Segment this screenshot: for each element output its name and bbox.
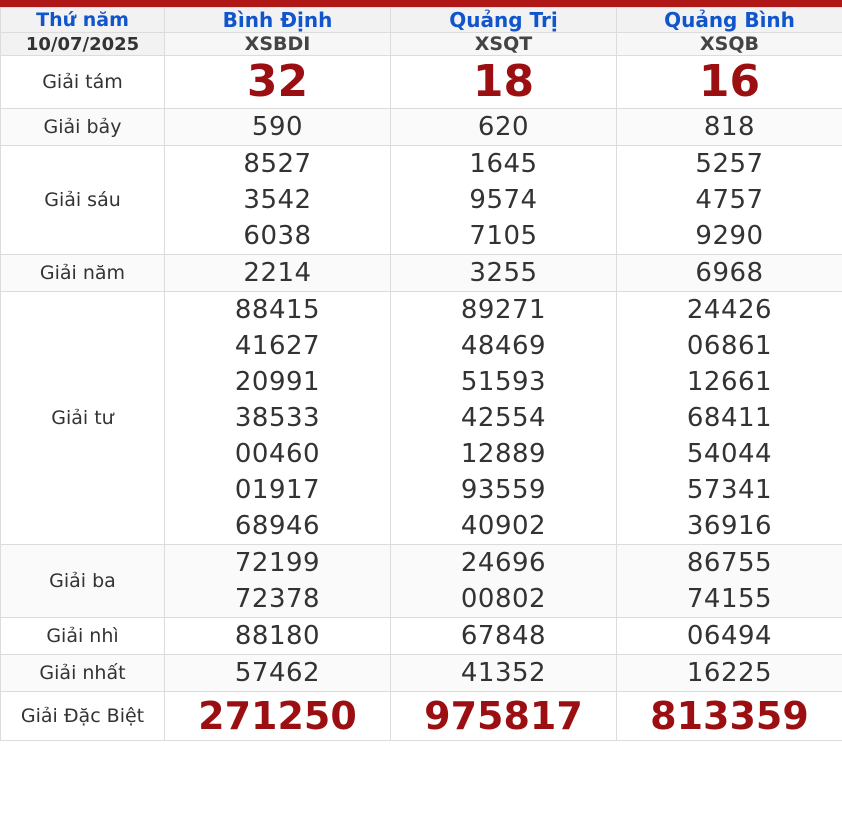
prize-number: 00460 — [234, 439, 321, 469]
prize-row — [1, 255, 842, 292]
prize-numbers-cell — [165, 655, 391, 692]
prize-label: Giải tư — [1, 292, 165, 545]
prize-label: Giải ba — [1, 545, 165, 618]
prize-numbers-cell — [165, 618, 391, 655]
prize-number: 42554 — [460, 403, 547, 433]
prize-numbers-cell — [391, 56, 617, 109]
prize-number: 6038 — [243, 221, 312, 251]
prize-row — [1, 692, 842, 741]
prize-number: 93559 — [460, 475, 547, 505]
prize-label: Giải sáu — [1, 146, 165, 255]
prize-label: Giải tám — [1, 56, 165, 109]
province-name-0[interactable]: Bình Định — [165, 8, 391, 33]
prize-number: 51593 — [460, 367, 547, 397]
prize-number: 5257 — [695, 149, 764, 179]
province-name-2[interactable]: Quảng Bình — [617, 8, 842, 33]
prize-label: Giải nhất — [1, 655, 165, 692]
prize-numbers-cell — [165, 292, 391, 545]
prize-number: 40902 — [460, 511, 547, 541]
prize-number: 01917 — [234, 475, 321, 505]
prize-numbers-cell — [617, 292, 842, 545]
prize-numbers-cell — [165, 255, 391, 292]
prize-numbers-cell — [165, 109, 391, 146]
prize-label: Giải Đặc Biệt — [1, 692, 165, 741]
prize-numbers-cell — [391, 146, 617, 255]
prize-number: 38533 — [234, 403, 321, 433]
prize-row — [1, 146, 842, 255]
prize-number: 72378 — [234, 584, 321, 614]
prize-label: Giải bảy — [1, 109, 165, 146]
prize-number: 89271 — [460, 295, 547, 325]
prize-number: 590 — [251, 112, 304, 142]
header-row-provinces — [1, 8, 842, 33]
prize-number: 7105 — [469, 221, 538, 251]
prize-number: 818 — [703, 112, 756, 142]
lottery-results-table — [0, 7, 842, 741]
prize-numbers-cell — [165, 56, 391, 109]
prize-label: Giải năm — [1, 255, 165, 292]
prize-number: 72199 — [234, 548, 321, 578]
prize-number: 620 — [477, 112, 530, 142]
prize-number: 36916 — [686, 511, 773, 541]
prize-number: 24696 — [460, 548, 547, 578]
prize-number: 12889 — [460, 439, 547, 469]
prize-number: 88180 — [234, 621, 321, 651]
prize-number: 57462 — [234, 658, 321, 688]
prize-row — [1, 618, 842, 655]
prize-numbers-cell — [617, 655, 842, 692]
prize-number: 16 — [698, 56, 761, 107]
prize-number: 4757 — [695, 185, 764, 215]
prize-number: 68411 — [686, 403, 773, 433]
prize-number: 24426 — [686, 295, 773, 325]
prize-row — [1, 655, 842, 692]
prize-number: 9574 — [469, 185, 538, 215]
prize-number: 74155 — [686, 584, 773, 614]
prize-label: Giải nhì — [1, 618, 165, 655]
prize-number: 975817 — [424, 694, 583, 738]
prize-number: 41627 — [234, 331, 321, 361]
prize-row — [1, 292, 842, 545]
prize-number: 2214 — [243, 258, 312, 288]
prize-numbers-cell — [617, 618, 842, 655]
prize-number: 86755 — [686, 548, 773, 578]
prize-number: 57341 — [686, 475, 773, 505]
prize-number: 06861 — [686, 331, 773, 361]
prize-row — [1, 545, 842, 618]
province-name-1[interactable]: Quảng Trị — [391, 8, 617, 33]
table-body — [1, 56, 842, 741]
prize-numbers-cell — [617, 255, 842, 292]
prize-numbers-cell — [391, 655, 617, 692]
table-header — [1, 8, 842, 56]
prize-number: 20991 — [234, 367, 321, 397]
prize-number: 8527 — [243, 149, 312, 179]
prize-number: 41352 — [460, 658, 547, 688]
top-accent-bar — [0, 0, 842, 7]
province-code-0: XSBDI — [165, 33, 391, 56]
prize-number: 06494 — [686, 621, 773, 651]
prize-number: 48469 — [460, 331, 547, 361]
prize-numbers-cell — [165, 545, 391, 618]
province-code-2: XSQB — [617, 33, 842, 56]
prize-numbers-cell — [617, 109, 842, 146]
weekday-label: Thứ năm — [1, 8, 165, 33]
prize-numbers-cell — [617, 545, 842, 618]
prize-number: 68946 — [234, 511, 321, 541]
prize-numbers-cell — [617, 56, 842, 109]
prize-number: 9290 — [695, 221, 764, 251]
prize-number: 54044 — [686, 439, 773, 469]
prize-numbers-cell — [617, 692, 842, 741]
draw-date: 10/07/2025 — [1, 33, 165, 56]
province-code-1: XSQT — [391, 33, 617, 56]
prize-number: 271250 — [198, 694, 357, 738]
prize-row — [1, 56, 842, 109]
prize-number: 3542 — [243, 185, 312, 215]
prize-numbers-cell — [391, 255, 617, 292]
prize-number: 1645 — [469, 149, 538, 179]
prize-number: 6968 — [695, 258, 764, 288]
prize-number: 32 — [246, 56, 309, 107]
prize-number: 67848 — [460, 621, 547, 651]
prize-number: 16225 — [686, 658, 773, 688]
prize-numbers-cell — [617, 146, 842, 255]
header-row-codes — [1, 33, 842, 56]
prize-row — [1, 109, 842, 146]
prize-number: 12661 — [686, 367, 773, 397]
prize-number: 18 — [472, 56, 535, 107]
prize-numbers-cell — [391, 292, 617, 545]
prize-number: 813359 — [650, 694, 809, 738]
prize-numbers-cell — [391, 109, 617, 146]
prize-numbers-cell — [391, 618, 617, 655]
prize-number: 00802 — [460, 584, 547, 614]
prize-numbers-cell — [165, 146, 391, 255]
prize-number: 3255 — [469, 258, 538, 288]
prize-number: 88415 — [234, 295, 321, 325]
prize-numbers-cell — [391, 545, 617, 618]
prize-numbers-cell — [165, 692, 391, 741]
prize-numbers-cell — [391, 692, 617, 741]
